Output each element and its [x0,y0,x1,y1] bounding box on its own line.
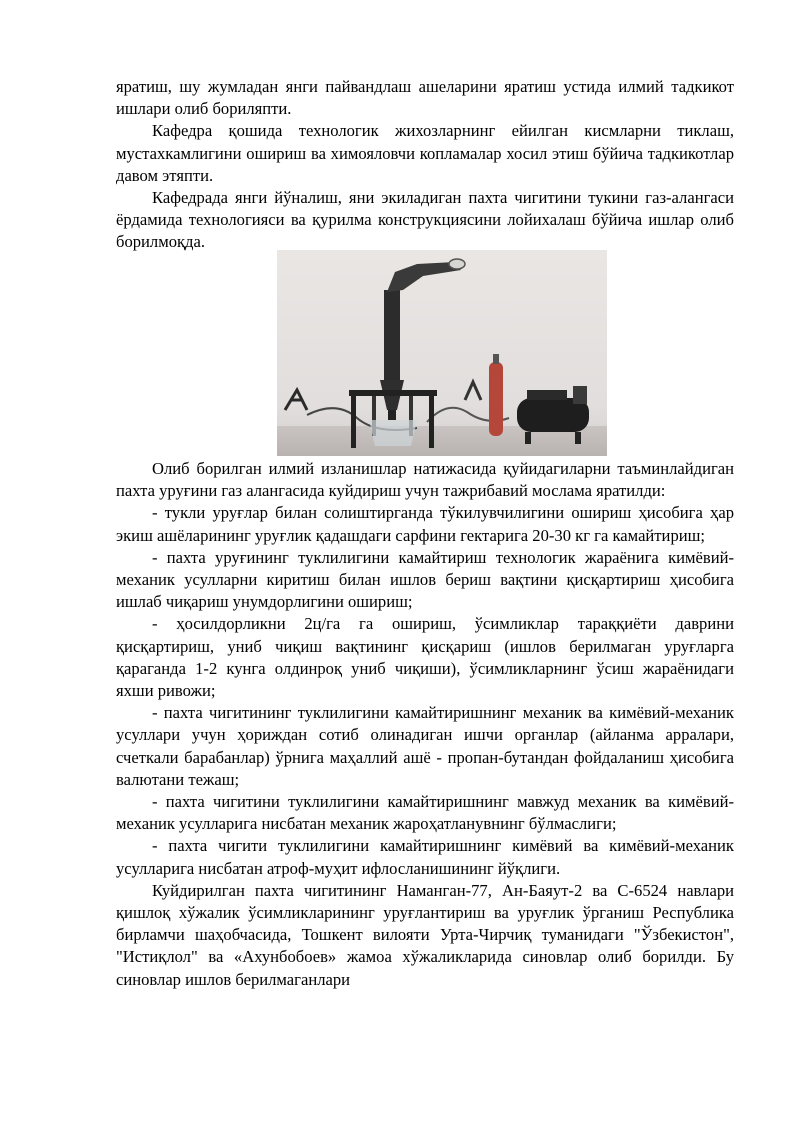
paragraph-new-direction: Кафедрада янги йўналиш, яни экиладиган пахта чигитини тукини газ-алангаси ёрдамида технологияси ва қурилма конструкциясини лойихалаш бўйича ишлар олиб борилмоқда. [116,188,734,252]
list-item: - пахта чигитининг туклилигини камайтиришнинг механик ва кимёвий-механик усуллари учун ҳориждан сотиб олинадиган ишчи органлар (айланма арралари, счеткали барабанлар) ўрнига маҳаллий ашё - пропан-бутандан фойдаланиш ҳисобига валютани тежаш; [116,703,734,789]
list-item: - ҳосилдорликни 2ц/га га ошириш, ўсимликлар тараққиёти даврини қисқартириш, униб чиқиш вақтининг қисқариш (ишлов берилмаган уруғларга қараганда 1-2 кунга олдинроқ униб чиқиши), ўсимликларнинг ўсиш жараёнидаги яхши ривожи; [116,614,734,701]
experimental-device-photo [277,250,607,456]
list-item: - пахта уруғининг туклилигини камайтириш технологик жараёнига кимёвий-механик усулларни киритиш билан ишлов бериш вақтини қисқартириш ҳисобига ишлаб чиқариш унумдорлигини ошириш; [116,547,734,612]
paragraph-trials: Куйдирилган пахта чигитининг Наманган-77, Ан-Баяут-2 ва С-6524 навлари қишлоқ хўжалик ўсимликларининг уруғлантириш ва уруғлик ўрганиш Республика бирламчи шаҳобчасида, Тошкент вилояти Урта-Чирчиқ туманидаги "Ўзбекистон", "Истиқлол" ва «Ахунбобоев» жамоа хўжаликларида синовлар олиб борилди. Бу синовлар ишлов берилмаганлари [116,880,734,989]
text-section-top [116,76,734,254]
paragraph-department-restoration: Кафедра қошида технологик жихозларнинг ейилган кисмларни тиклаш, мустахкамлигини ошириш ва химояловчи копламалар хосил этиш бўйича тадкикотлар давом этяпти. [116,121,734,185]
paragraph-results-intro: Олиб борилган илмий изланишлар натижасида қуйидагиларни таъминлайдиган пахта уруғини газ алангасида куйдириш учун тажрибавий мослама яратилди: [116,459,734,501]
paragraph-continuation: яратиш, шу жумладан янги пайвандлаш ашеларини яратиш устида илмий тадкикот ишлари олиб бориляпти. [116,77,734,119]
list-item: - тукли уруғлар билан солиштирганда тўкилувчилигини ошириш ҳисобига ҳар экиш ашёларининг уруғлик қадашдаги сарфини гектарига 20-30 кг га камайтириш; [116,503,734,545]
list-item: - пахта чигитини туклилигини камайтиришнинг мавжуд механик ва кимёвий-механик усулларига нисбатан механик жароҳатланувнинг бўлмаслиги; [116,792,734,834]
text-section-bottom [116,458,734,991]
list-item: - пахта чигити туклилигини камайтиришнинг кимёвий ва кимёвий-механик усулларига нисбатан атроф-муҳит ифлосланишининг йўқлиги. [116,836,734,878]
